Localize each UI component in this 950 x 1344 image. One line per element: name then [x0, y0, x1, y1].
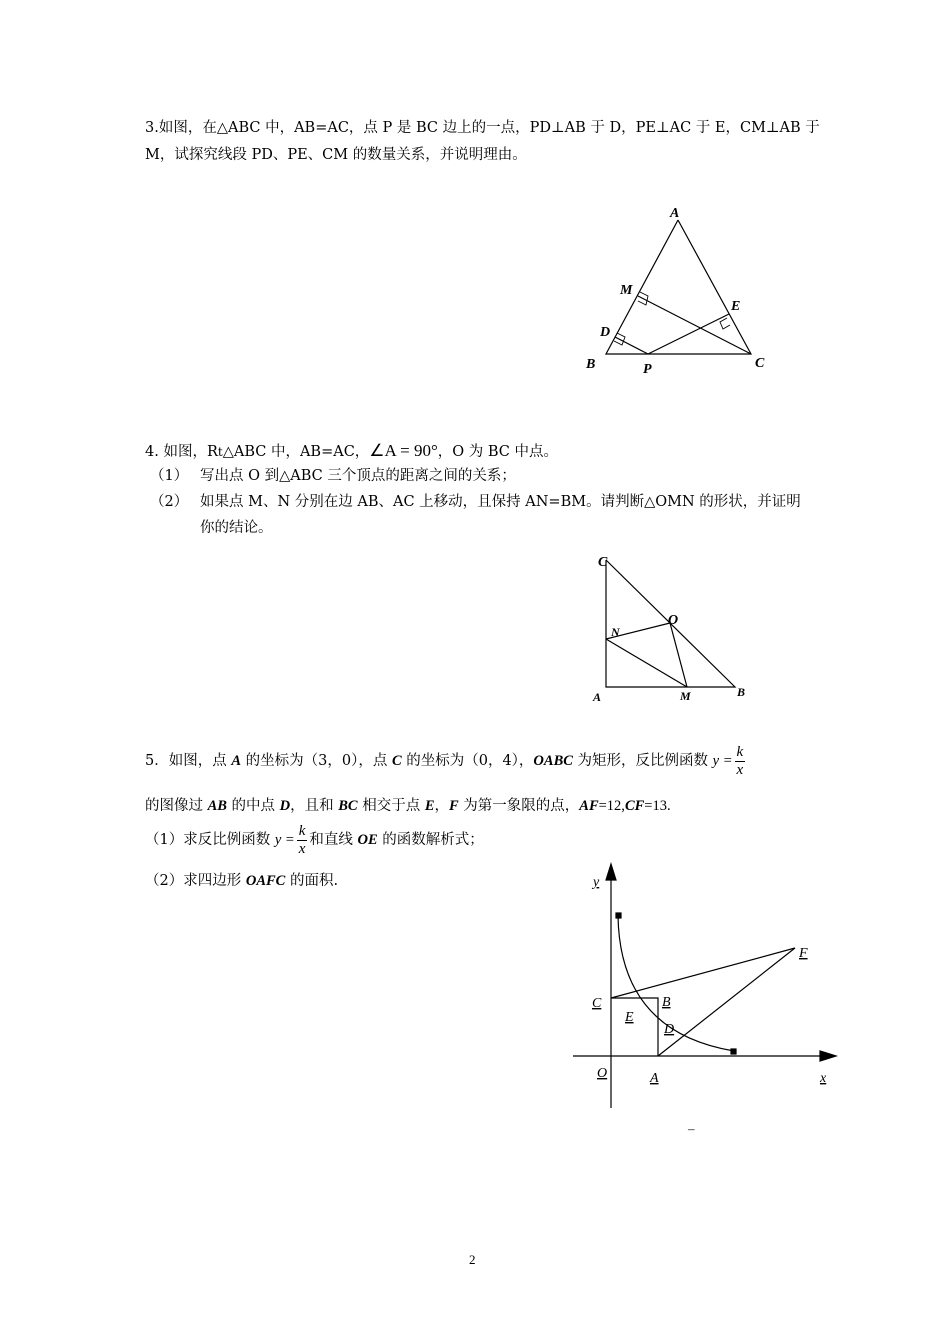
q4-segment-om	[670, 623, 687, 687]
q4-intro-pre: 4. 如图，R	[145, 444, 218, 460]
q5-label-o: O	[597, 1066, 608, 1081]
q5-l2-ab: AB	[207, 798, 227, 814]
q5-label-d: D	[664, 1022, 675, 1037]
q4-intro-t: t	[217, 445, 223, 459]
q5-label-f: F	[799, 946, 808, 961]
q4-label-n: N	[611, 625, 620, 639]
q5-p1-text-a: （1）求反比例函数	[145, 832, 275, 848]
q5-l2-d: D	[279, 798, 291, 814]
q5-p1-fraction	[297, 823, 308, 858]
q4-segment-nm	[606, 639, 687, 687]
q4-intro	[145, 441, 558, 462]
q5-p1-oe: OE	[357, 832, 378, 848]
q4-intro-mid: △ABC 中，AB=AC，	[222, 444, 370, 460]
q5-p2-text-b: 的面积.	[285, 873, 339, 889]
q5-p2-text-a: （2）求四边形	[145, 873, 246, 889]
q4-intro-post: ，O 为 BC 中点。	[437, 444, 558, 460]
q4-part2-number: （2）	[150, 494, 189, 510]
q3-text-line2: M，试探究线段 PD、PE、CM 的数量关系，并说明理由。	[145, 147, 527, 163]
q5-hyperbola-curve	[618, 916, 734, 1051]
q5-l2-text-a: 的图像过	[145, 798, 208, 814]
q4-label-c: C	[598, 555, 608, 570]
q5-l1-y-equals: y =	[712, 753, 733, 769]
q4-label-m: M	[680, 689, 691, 703]
q5-l2-bc: BC	[338, 798, 358, 814]
q3-label-p: P	[643, 362, 652, 377]
q5-segment-af	[658, 948, 795, 1056]
q3-segment-cm	[638, 296, 751, 354]
q5-curve-endpoint-top	[616, 913, 621, 918]
q5-l2-text-b: 的中点	[226, 798, 280, 814]
q3-label-d: D	[600, 325, 611, 340]
q5-l2-e: E	[424, 798, 435, 814]
q4-part2-text-line2: 你的结论。	[200, 520, 273, 536]
q5-l2-text-c: ，且和	[290, 798, 339, 814]
q5-p1-frac-num: k	[298, 822, 306, 839]
q3-right-angle-e	[720, 318, 730, 329]
q4-label-o: O	[668, 613, 679, 628]
q5-p1-frac-den: x	[298, 840, 306, 857]
q5-l2-f: F	[449, 798, 459, 814]
q5-l1-frac-den: x	[736, 761, 744, 778]
q5-l1-frac-num: k	[736, 743, 744, 760]
q5-l1-text-a: 5．如图，点	[145, 753, 232, 769]
q4-part1-number: （1）	[150, 468, 189, 484]
q5-intro-line1	[145, 743, 747, 779]
q5-p1-y-equals: y =	[274, 832, 295, 848]
q3-label-a: A	[670, 206, 680, 221]
q5-l1-point-a: A	[231, 753, 242, 769]
q5-l1-point-c: C	[391, 753, 402, 769]
q5-l2-text-h: =13.	[644, 798, 671, 814]
q5-p2-oafc: OAFC	[245, 873, 286, 889]
q5-label-x: x	[820, 1071, 827, 1086]
q5-label-e: E	[625, 1010, 634, 1025]
q5-l1-fraction	[735, 744, 746, 779]
q5-p1-text-c: 的函数解析式；	[377, 832, 484, 848]
q5-label-y: y	[593, 875, 600, 890]
q5-l1-text-d: 为矩形，反比例函数	[572, 753, 713, 769]
q5-segment-cf	[611, 948, 795, 998]
q5-curve-endpoint-right	[731, 1049, 736, 1054]
q4-label-a: A	[593, 690, 602, 704]
q3-right-angle-d	[614, 333, 625, 345]
q4-label-b: B	[737, 685, 746, 699]
q5-l2-text-e: ，	[434, 798, 449, 814]
q5-l1-oabc: OABC	[533, 753, 573, 769]
q5-p1-text-b: 和直线	[309, 832, 358, 848]
q5-label-a: A	[650, 1071, 659, 1086]
q5-l2-text-f: 为第一象限的点，	[458, 798, 580, 814]
q5-part2	[145, 871, 338, 891]
q3-text-line1: 3.如图，在△ABC 中，AB=AC，点 P 是 BC 边上的一点，PD⊥AB 于 D，PE⊥AC 于 E，CM⊥AB 于	[145, 120, 820, 136]
q5-intro-line2	[145, 796, 671, 816]
q3-triangle-abc	[606, 220, 751, 354]
q3-label-m: M	[620, 283, 633, 298]
page-number: 2	[469, 1252, 476, 1267]
q5-l2-cf: CF	[624, 798, 645, 814]
q5-stray-mark: –	[688, 1121, 695, 1136]
q5-y-axis-arrow	[606, 864, 616, 880]
q5-rectangle-oabc	[611, 998, 658, 1056]
q5-x-axis-arrow	[820, 1051, 836, 1061]
q5-l2-text-d: 相交于点	[357, 798, 425, 814]
q3-right-angle-m	[638, 292, 648, 305]
q5-l1-text-c: 的坐标为（0，4），	[401, 753, 534, 769]
q5-l2-af: AF	[579, 798, 599, 814]
q4-segment-no	[606, 623, 670, 639]
q5-l2-text-g: =12,	[598, 798, 625, 814]
q5-label-b: B	[662, 995, 671, 1010]
q3-label-c: C	[755, 356, 765, 371]
q4-triangle-abc	[606, 560, 735, 687]
q4-part2-text-line1: 如果点 M、N 分别在边 AB、AC 上移动，且保持 AN=BM。请判断△OMN 的形状，并证明	[200, 494, 801, 510]
q5-l1-text-b: 的坐标为（3，0），点	[241, 753, 392, 769]
q3-label-e: E	[731, 299, 741, 314]
q5-part1	[145, 822, 484, 858]
q3-label-b: B	[586, 357, 596, 372]
q3-segment-pe	[648, 314, 729, 354]
q5-label-c: C	[592, 996, 602, 1011]
q4-angle-expression: ∠A = 90°	[369, 441, 438, 460]
q3-segment-pd	[615, 337, 648, 354]
q4-part1-text: 写出点 O 到△ABC 三个顶点的距离之间的关系；	[200, 468, 516, 484]
